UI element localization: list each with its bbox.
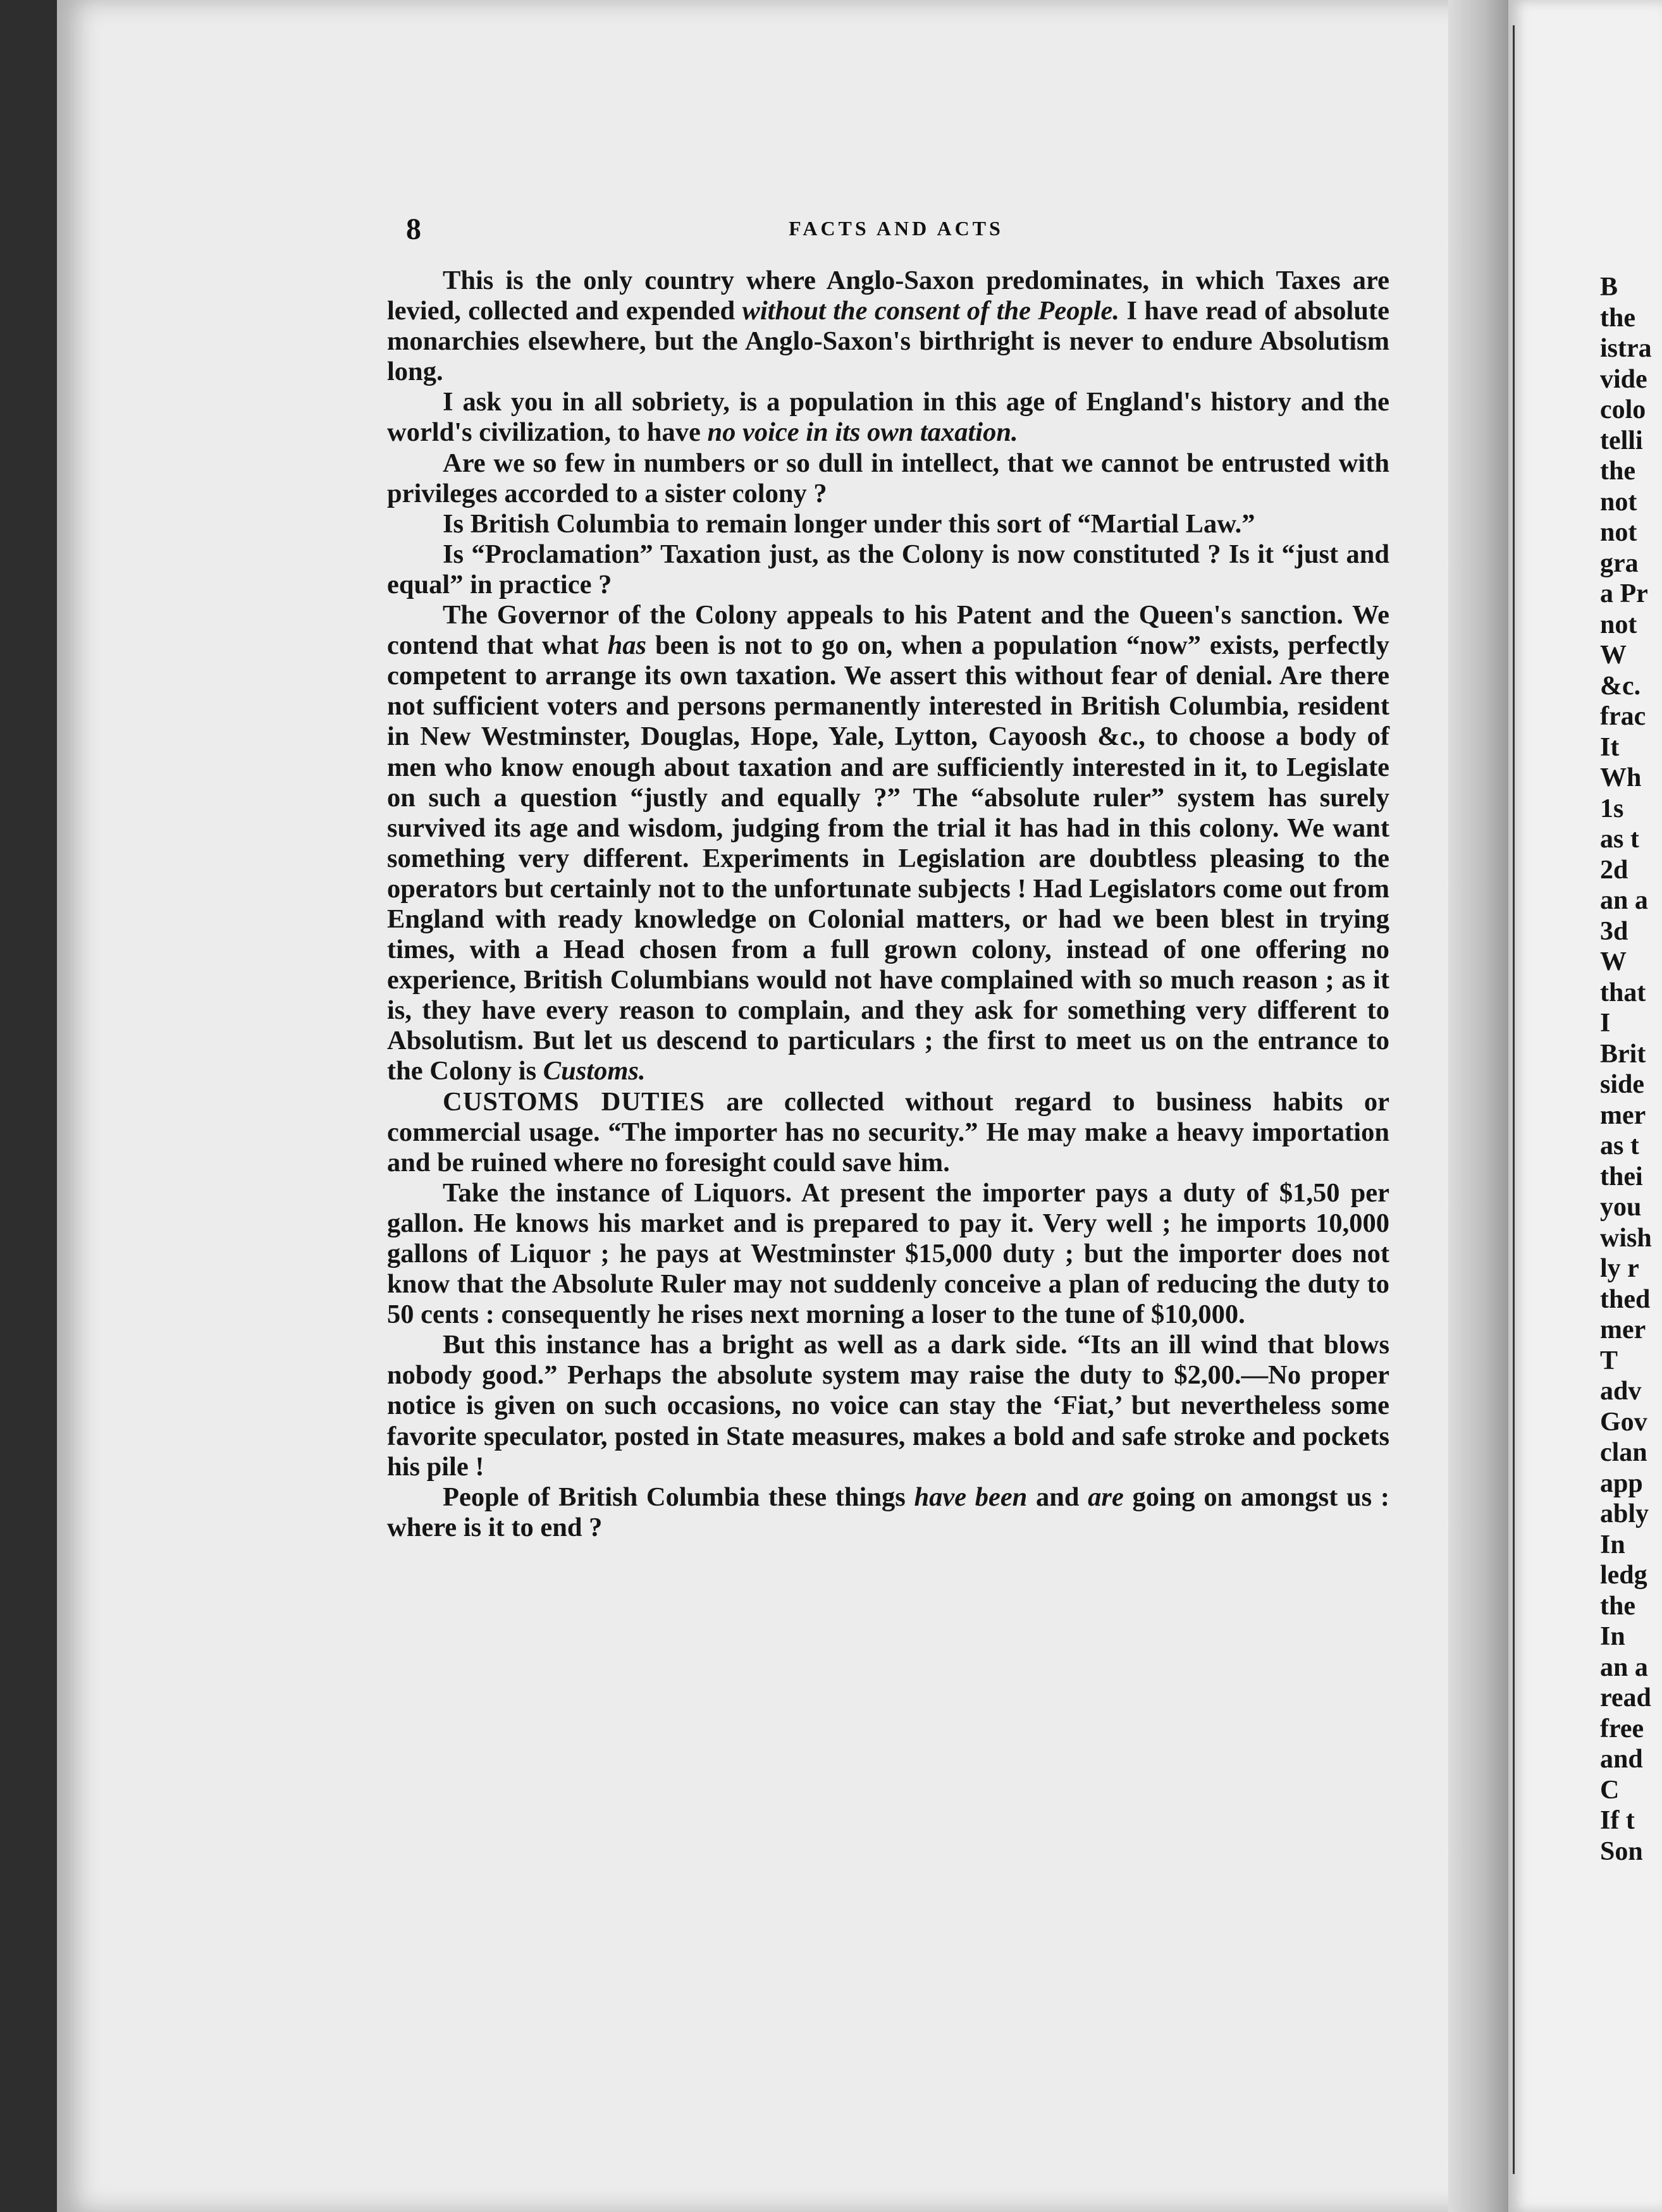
facing-page-line: an a <box>1600 886 1648 915</box>
facing-page-line: gra <box>1600 548 1639 578</box>
italic-text: Customs. <box>543 1056 646 1086</box>
facing-page-line: In <box>1600 1530 1625 1559</box>
facing-page-line: colo <box>1600 395 1646 424</box>
italic-text: no voice in its own taxation. <box>707 417 1018 448</box>
text-run: CUSTOMS DUTIES <box>443 1086 705 1117</box>
facing-page-line: W <box>1600 641 1627 670</box>
facing-page-line: thei <box>1600 1162 1643 1191</box>
facing-page-line: ly r <box>1600 1254 1639 1283</box>
facing-page-line: adv <box>1600 1377 1642 1406</box>
facing-page-line: mer <box>1600 1100 1646 1130</box>
text-run: going on amongst us : where is it to end ? <box>387 1482 1389 1542</box>
facing-page-line: that <box>1600 978 1646 1007</box>
italic-text: are <box>1088 1482 1124 1512</box>
text-run: The Governor of the Colony appeals to his Patent and the Queen's sanction. We contend that what <box>387 600 1389 661</box>
text-run: been is not to go on, when a population “now” exists, perfectly competent to arrange its own taxation. We assert this without fear of denial. Are there not sufficient voters and persons permanently interested in British Columbia, resident in New Westminster, Douglas, Hope, Yale, Lytton, Cayoosh &c., to choose a body of men who know enough about taxation and are sufficiently interested in it, to Legislate on such a question “justly and equally ?” The “absolute ruler” system has surely survived its age and wisdom, judging from the trial it has had in this colony. We want something very different. Experiments in Legislation are doubtless pleasing to the operators but certainly not to the unfortunate subjects ! Had Legislators come out from England with ready knowledge on Colonial matters, or had we been blest in trying times, with a Head chosen from a full grown colony, instead of one offering no experience, British Columbians would not have complained with so much reason ; as it is, they have every reason to complain, and they ask for something very different to Absolutism. But let us descend to particulars ; the first to meet us on the entrance to the Colony is <box>387 630 1389 1086</box>
facing-page-line: ably <box>1600 1499 1649 1528</box>
facing-page-line: the <box>1600 1591 1635 1621</box>
facing-page-line: Wh <box>1600 763 1642 792</box>
facing-page-line: telli <box>1600 426 1643 455</box>
paragraph <box>387 1330 1389 1482</box>
italic-text: without the consent of the People. <box>742 296 1120 326</box>
facing-page-line: mer <box>1600 1315 1646 1344</box>
facing-page-line: B <box>1600 273 1618 302</box>
text-run: Is British Columbia to remain longer under this sort of “Martial Law.” <box>443 508 1255 539</box>
paragraph <box>387 1087 1389 1178</box>
paragraph <box>387 266 1389 387</box>
page-number: 8 <box>406 212 421 246</box>
facing-page-line: &c. <box>1600 671 1641 701</box>
facing-page-line: C <box>1600 1775 1620 1805</box>
text-run: I have read of absolute monarchies elsewhere, but the Anglo-Saxon's birthright is never to endure Absolutism long. <box>387 296 1390 387</box>
text-run: and <box>1027 1482 1088 1512</box>
body-text <box>387 266 1389 1543</box>
facing-page-line: a Pr <box>1600 579 1648 608</box>
facing-page-line: not <box>1600 487 1637 517</box>
facing-page-line: istra <box>1600 334 1652 363</box>
facing-page-line: you <box>1600 1193 1642 1222</box>
text-run: Take the instance of Liquors. At present the importer pays a duty of $1,50 per gallon. He knows his market and is prepared to pay it. Very well ; he imports 10,000 gallons of Liquor ; he pays at Westminster $15,000 duty ; but the importer does not know that the Absolute Ruler may not suddenly conceive a plan of reducing the duty to 50 cents : consequently he rises next morning a loser to the tune of $10,000. <box>387 1177 1389 1330</box>
text-run: Is “Proclamation” Taxation just, as the Colony is now constituted ? Is it “just and equal” in practice ? <box>387 539 1389 599</box>
paragraph <box>387 600 1389 1087</box>
facing-page-line: T <box>1600 1346 1618 1375</box>
facing-page-line: read <box>1600 1683 1651 1712</box>
page-header <box>406 212 1386 250</box>
paragraph <box>387 539 1389 600</box>
facing-page-line: free <box>1600 1714 1644 1743</box>
facing-page-line: frac <box>1600 702 1646 731</box>
facing-page-line: ledg <box>1600 1561 1647 1590</box>
facing-page-line: as t <box>1600 825 1639 854</box>
book-gutter <box>1448 0 1508 2212</box>
paragraph <box>387 387 1389 448</box>
facing-page-line: wish <box>1600 1223 1652 1253</box>
facing-page-line: 1s <box>1600 794 1624 823</box>
page-edge-rule <box>1513 25 1515 2174</box>
facing-page-line: 3d <box>1600 916 1628 946</box>
text-run: are collected without regard to business habits or commercial usage. “The importer has no security.” He may make a heavy importation and be ruined where no foresight could save him. <box>387 1086 1389 1177</box>
facing-page-text <box>1600 272 1662 1867</box>
facing-page-line: W <box>1600 947 1627 976</box>
facing-page-line: not <box>1600 518 1637 547</box>
facing-page-line: Gov <box>1600 1407 1647 1437</box>
paragraph <box>387 1482 1389 1543</box>
text-run: Are we so few in numbers or so dull in intellect, that we cannot be entrusted with privileges accorded to a sister colony ? <box>387 448 1389 508</box>
facing-page-line: If t <box>1600 1806 1635 1835</box>
facing-page-line: I <box>1600 1009 1611 1038</box>
facing-page-line: an a <box>1600 1652 1648 1682</box>
facing-page-line: app <box>1600 1468 1643 1498</box>
facing-page-line: the <box>1600 303 1635 333</box>
italic-text: has <box>607 630 647 661</box>
paragraph <box>387 509 1389 539</box>
facing-page-line: 2d <box>1600 855 1628 885</box>
text-run: People of British Columbia these things <box>443 1482 914 1512</box>
facing-page-line: In <box>1600 1622 1625 1651</box>
facing-page-line: clan <box>1600 1438 1647 1467</box>
paragraph <box>387 1178 1389 1330</box>
facing-page-line: It <box>1600 732 1620 762</box>
text-run: This is the only country where Anglo-Saxon predominates, in which Taxes are levied, collected and expended <box>387 266 1389 326</box>
facing-page-line: the <box>1600 457 1635 486</box>
italic-text: have been <box>914 1482 1028 1512</box>
running-head: FACTS AND ACTS <box>789 217 1004 240</box>
facing-page-line: not <box>1600 610 1637 639</box>
facing-page-line: side <box>1600 1070 1645 1099</box>
paragraph <box>387 448 1389 509</box>
text-run: But this instance has a bright as well as a dark side. “Its an ill wind that blows nobody good.” Perhaps the absolute system may raise the duty to $2,00.—No proper notice is given on such occasions, no voice can stay the ‘Fiat,’ but nevertheless some favorite speculator, posted in State measures, makes a bold and safe stroke and pockets his pile ! <box>387 1330 1389 1482</box>
facing-page-line: Brit <box>1600 1039 1646 1069</box>
text-run: I ask you in all sobriety, is a population in this age of England's history and the world's civilization, to have <box>387 387 1389 448</box>
facing-page-line: vide <box>1600 364 1647 394</box>
facing-page-line: thed <box>1600 1284 1651 1314</box>
facing-page-line: and <box>1600 1745 1643 1774</box>
facing-page-line: Son <box>1600 1836 1643 1866</box>
facing-page-line: as t <box>1600 1131 1639 1160</box>
